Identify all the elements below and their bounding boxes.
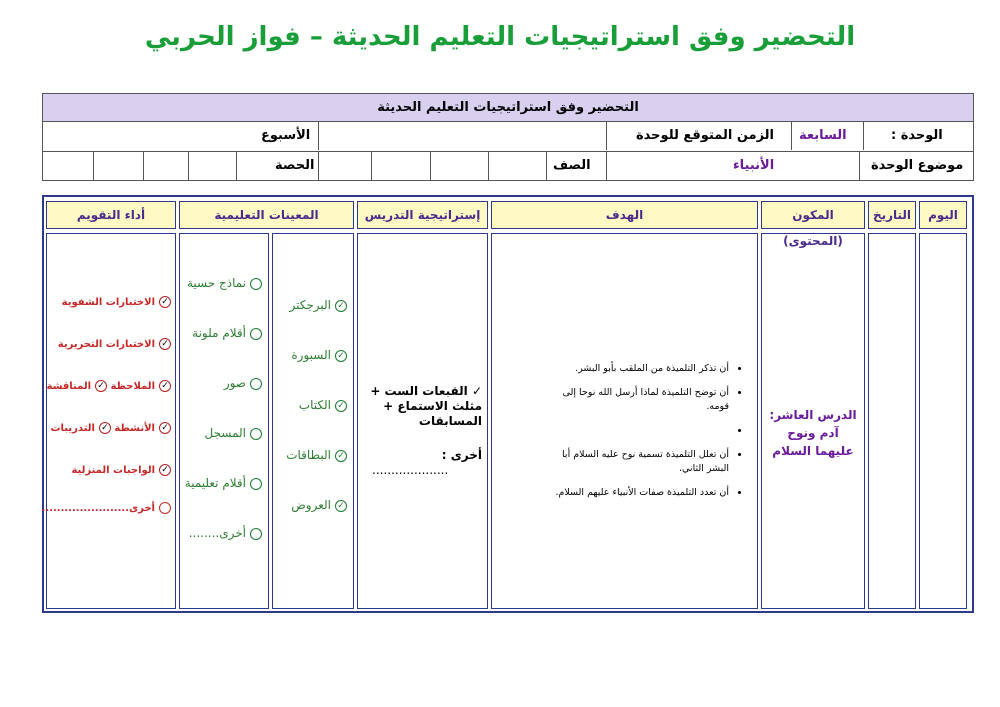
- circle-check-icon: ✓: [95, 380, 107, 392]
- period-label: الحصة: [275, 158, 315, 173]
- circle-check-icon: ✓: [335, 450, 347, 462]
- assessment-cell: [41, 233, 176, 609]
- date-cell: [868, 233, 916, 609]
- circle-empty-icon: [250, 478, 262, 490]
- goal-item: • أن تذكر التلميذة من الملقب بأبو البشر.: [538, 362, 729, 376]
- aid-item[interactable]: أخرى........: [189, 526, 262, 540]
- aid-item[interactable]: صور: [224, 376, 262, 390]
- strategy-other: [372, 448, 482, 478]
- col-strategy: إستراتيجية التدريس: [357, 201, 488, 229]
- content-cell: [761, 233, 865, 609]
- lesson-title: الدرس العاشر: آدم ونوح عليهما السلام: [769, 408, 857, 458]
- page-title: التحضير وفق استراتيجيات التعليم الحديثة – فواز الحربي: [144, 22, 856, 52]
- unit-value: السابعة: [799, 128, 847, 143]
- col-day: اليوم: [919, 201, 967, 229]
- col-goal: الهدف: [491, 201, 758, 229]
- circle-check-icon: ✓: [335, 350, 347, 362]
- aid-item[interactable]: ✓البرجكتر: [289, 298, 347, 312]
- strategy-main: القبعات الست + مثلث الاستماع + المسابقات: [370, 384, 482, 428]
- assessment-item[interactable]: ✓الاختبارات الشفوية: [62, 296, 171, 308]
- assessment-item[interactable]: ✓الاختبارات التحريرية: [58, 338, 171, 350]
- aid-item[interactable]: أقلام تعليمية: [185, 476, 262, 490]
- week-label: الأسبوع: [261, 128, 311, 143]
- header-table: [42, 93, 974, 181]
- aid-item[interactable]: ✓العروض: [291, 498, 347, 512]
- circle-check-icon: ✓: [335, 300, 347, 312]
- time-label: الزمن المتوقع للوحدة: [636, 128, 775, 143]
- goal-item: • أن تعلل التلميذة تسمية نوح عليه السلام أبا البشر الثاني.: [538, 448, 729, 476]
- circle-check-icon: ✓: [159, 422, 171, 434]
- col-date: التاريخ: [868, 201, 916, 229]
- col-content: المكون (المحتوى): [761, 201, 865, 229]
- aid-item[interactable]: ✓البطاقات: [286, 448, 347, 462]
- topic-value: الأنبياء: [733, 158, 775, 173]
- col-aids: المعينات التعليمية: [179, 201, 354, 229]
- strategy-cell: [357, 233, 488, 609]
- check-icon: ✓: [471, 384, 482, 398]
- unit-label: الوحدة :: [891, 128, 943, 143]
- goal-list: [538, 362, 743, 510]
- strategy-other-dots: ....................: [372, 463, 449, 477]
- circle-empty-icon: [250, 278, 262, 290]
- goal-cell: [491, 233, 758, 609]
- circle-check-icon: ✓: [159, 464, 171, 476]
- topic-label: موضوع الوحدة: [871, 158, 964, 173]
- circle-check-icon: ✓: [159, 338, 171, 350]
- aid-item[interactable]: ✓السبورة: [291, 348, 347, 362]
- circle-check-icon: ✓: [335, 500, 347, 512]
- aid-item[interactable]: نماذج حسية: [187, 276, 262, 290]
- circle-check-icon: ✓: [99, 422, 111, 434]
- assessment-item[interactable]: أخرى.......................: [42, 502, 171, 514]
- lesson-plan-table: [42, 195, 974, 613]
- aid-item[interactable]: المسجل: [205, 426, 262, 440]
- day-cell: [919, 233, 967, 609]
- goal-item: [538, 424, 729, 438]
- strategy-block: [368, 384, 482, 429]
- circle-check-icon: ✓: [335, 400, 347, 412]
- assessment-item[interactable]: ✓الملاحظة ✓المناقشة: [47, 380, 172, 392]
- strategy-other-label: أخرى :: [441, 448, 482, 462]
- circle-empty-icon: [250, 328, 262, 340]
- aids-right-cell: [179, 233, 269, 609]
- assessment-item[interactable]: ✓الواجبات المنزلية: [71, 464, 171, 476]
- goal-item: • أن تعدد التلميذة صفات الأنبياء عليهم السلام.: [538, 486, 729, 500]
- circle-empty-icon: [250, 428, 262, 440]
- goal-item: • أن توضح التلميذة لماذا أرسل الله نوحا إلى قومه.: [538, 386, 729, 414]
- assessment-item[interactable]: ✓الأنشطة ✓التدريبات: [50, 422, 171, 434]
- circle-check-icon: ✓: [159, 380, 171, 392]
- col-assessment: أداء التقويم: [46, 201, 176, 229]
- circle-empty-icon: [250, 528, 262, 540]
- aids-left-cell: [272, 233, 354, 609]
- aid-item[interactable]: ✓الكتاب: [299, 398, 347, 412]
- circle-empty-icon: [250, 378, 262, 390]
- aid-item[interactable]: أقلام ملونة: [192, 326, 262, 340]
- circle-check-icon: ✓: [159, 296, 171, 308]
- header-band: التحضير وفق استراتيجيات التعليم الحديثة: [43, 94, 973, 122]
- circle-empty-icon: [159, 502, 171, 514]
- class-label: الصف: [553, 158, 591, 173]
